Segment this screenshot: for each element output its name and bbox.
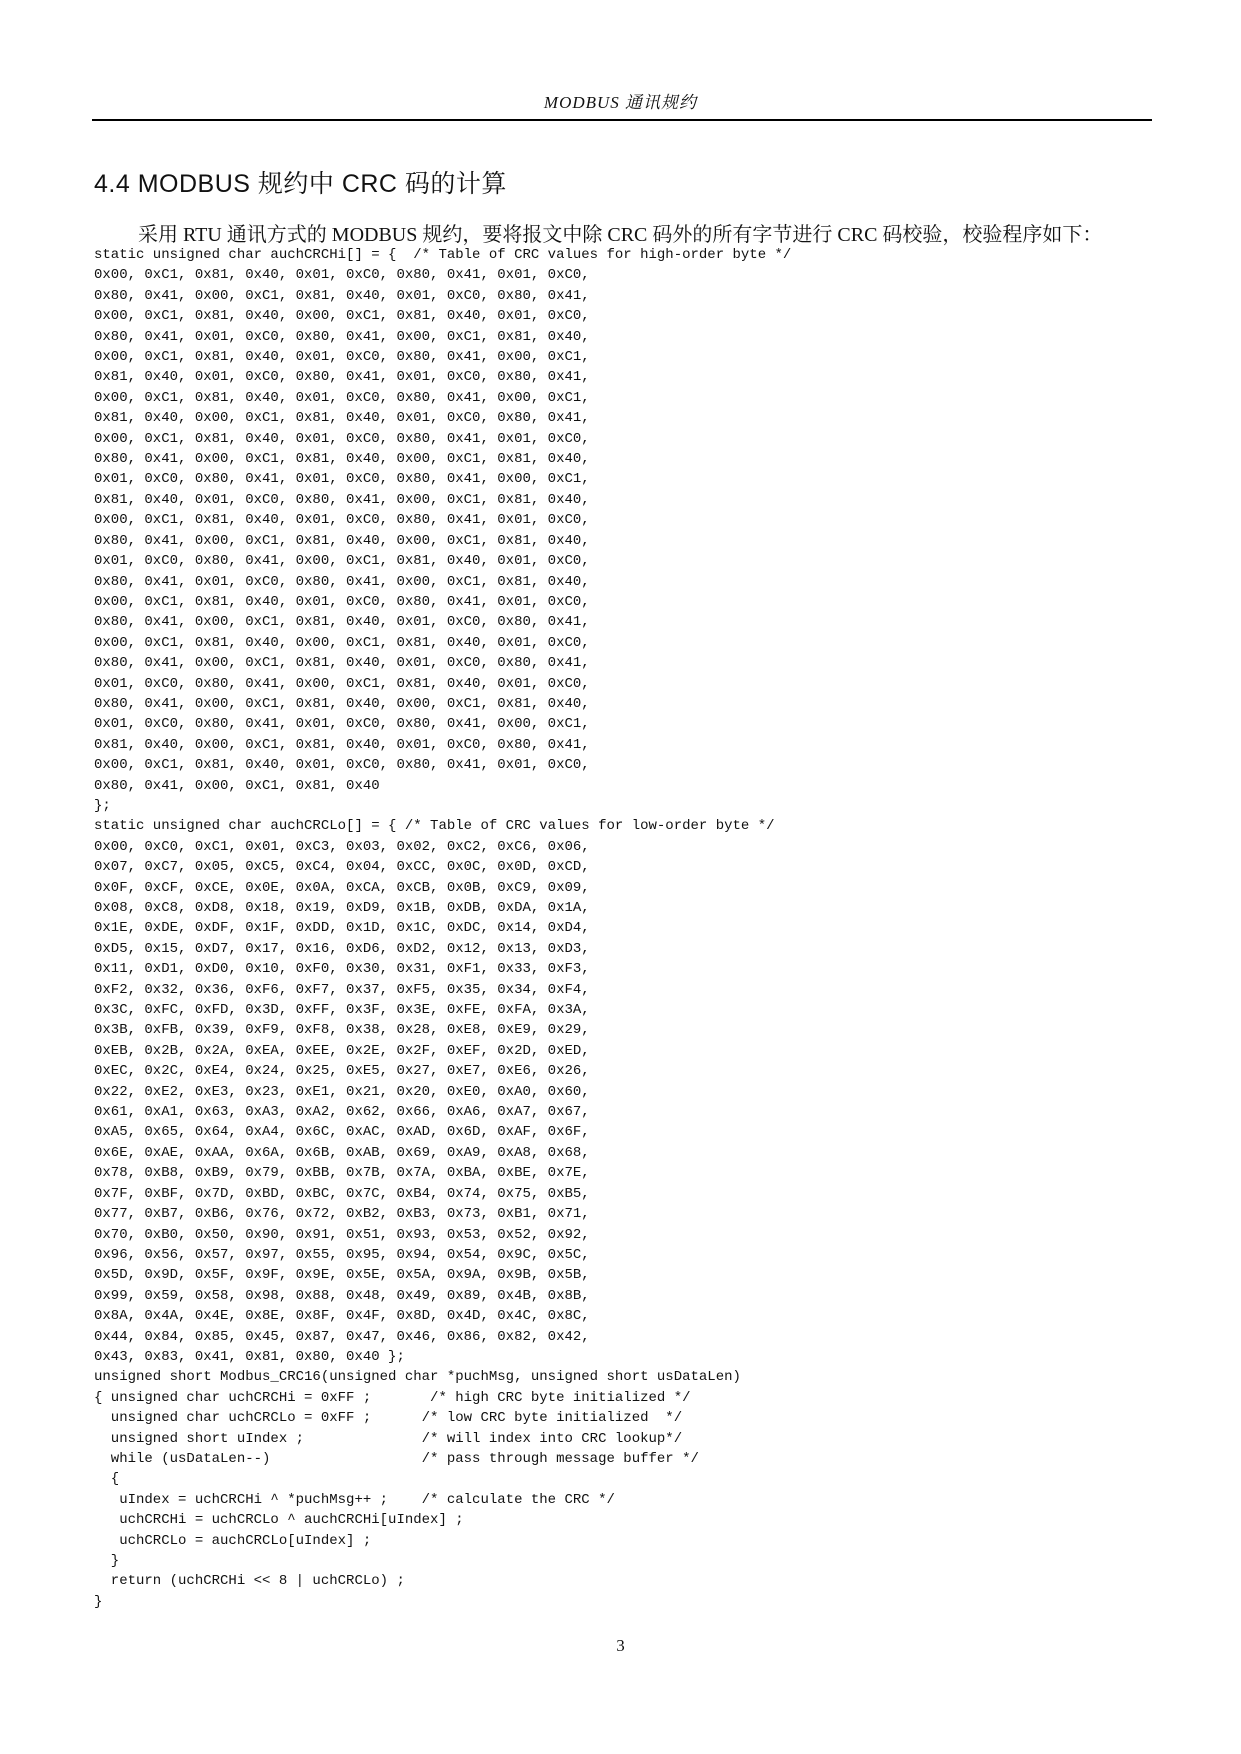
section-heading: 4.4 MODBUS 规约中 CRC 码的计算 bbox=[94, 170, 507, 198]
page-header-title: MODBUS 通讯规约 bbox=[543, 93, 698, 112]
header-divider bbox=[92, 119, 1152, 121]
intro-paragraph: 采用 RTU 通讯方式的 MODBUS 规约，要将报文中除 CRC 码外的所有字节进行 CRC 码校验，校验程序如下： bbox=[138, 224, 1103, 246]
crc-code-listing: static unsigned char auchCRCHi[] = { /* Table of CRC values for high-order byte */ 0x00, 0xC1, 0x81, 0x40, 0x01, 0xC0, 0x80, 0x41, 0x01, 0xC0, 0x80, 0x41, 0x00, 0xC1, 0x81, 0x40, 0x01, 0xC0, 0x80, 0x41, 0x00, 0xC1, 0x81, 0x40, 0x00, 0xC1, 0x81, 0x40, 0x01, 0xC0, 0x80, 0x41, 0x01, 0xC0, 0x80, 0x41, 0x00, 0xC1, 0x81, 0x40, 0x00, 0xC1, 0x81, 0x40, 0x01, 0xC0, 0x80, 0x41, 0x00, 0xC1, 0x81, 0x40, 0x01, 0xC0, 0x80, 0x41, 0x01, 0xC0, 0x80, 0x41, 0x00, 0xC1, 0x81, 0x40, 0x01, 0xC0, 0x80, 0x41, 0x00, 0xC1, 0x81, 0x40, 0x00, 0xC1, 0x81, 0x40, 0x01, 0xC0, 0x80, 0x41, 0x00, 0xC1, 0x81, 0x40, 0x01, 0xC0, 0x80, 0x41, 0x01, 0xC0, 0x80, 0x41, 0x00, 0xC1, 0x81, 0x40, 0x00, 0xC1, 0x81, 0x40, 0x01, 0xC0, 0x80, 0x41, 0x01, 0xC0, 0x80, 0x41, 0x00, 0xC1, 0x81, 0x40, 0x01, 0xC0, 0x80, 0x41, 0x00, 0xC1, 0x81, 0x40, 0x00, 0xC1, 0x81, 0x40, 0x01, 0xC0, 0x80, 0x41, 0x01, 0xC0, 0x80, 0x41, 0x00, 0xC1, 0x81, 0x40, 0x00, 0xC1, 0x81, 0x40, 0x01, 0xC0, 0x80, 0x41, 0x00, 0xC1, 0x81, 0x40, 0x01, 0xC0, 0x80, 0x41, 0x01, 0xC0, 0x80, 0x41, 0x00, 0xC1, 0x81, 0x40, 0x00, 0xC1, 0x81, 0x40, 0x01, 0xC0, 0x80, 0x41, 0x01, 0xC0, 0x80, 0x41, 0x00, 0xC1, 0x81, 0x40, 0x01, 0xC0, 0x80, 0x41, 0x00, 0xC1, 0x81, 0x40, 0x00, 0xC1, 0x81, 0x40, 0x01, 0xC0, 0x80, 0x41, 0x00, 0xC1, 0x81, 0x40, 0x01, 0xC0, 0x80, 0x41, 0x01, 0xC0, 0x80, 0x41, 0x00, 0xC1, 0x81, 0x40, 0x01, 0xC0, 0x80, 0x41, 0x00, 0xC1, 0x81, 0x40, 0x00, 0xC1, 0x81, 0x40, 0x01, 0xC0, 0x80, 0x41, 0x01, 0xC0, 0x80, 0x41, 0x00, 0xC1, 0x81, 0x40, 0x00, 0xC1, 0x81, 0x40, 0x01, 0xC0, 0x80, 0x41, 0x00, 0xC1, 0x81, 0x40, 0x01, 0xC0, 0x80, 0x41, 0x01, 0xC0, 0x80, 0x41, 0x00, 0xC1, 0x81, 0x40 }; static unsigned char auchCRCLo[] = { /* Table of CRC values for low-order byte */ 0x00, 0xC0, 0xC1, 0x01, 0xC3, 0x03, 0x02, 0xC2, 0xC6, 0x06, 0x07, 0xC7, 0x05, 0xC5, 0xC4, 0x04, 0xCC, 0x0C, 0x0D, 0xCD, 0x0F, 0xCF, 0xCE, 0x0E, 0x0A, 0xCA, 0xCB, 0x0B, 0xC9, 0x09, 0x08, 0xC8, 0xD8, 0x18, 0x19, 0xD9, 0x1B, 0xDB, 0xDA, 0x1A, 0x1E, 0xDE, 0xDF, 0x1F, 0xDD, 0x1D, 0x1C, 0xDC, 0x14, 0xD4, 0xD5, 0x15, 0xD7, 0x17, 0x16, 0xD6, 0xD2, 0x12, 0x13, 0xD3, 0x11, 0xD1, 0xD0, 0x10, 0xF0, 0x30, 0x31, 0xF1, 0x33, 0xF3, 0xF2, 0x32, 0x36, 0xF6, 0xF7, 0x37, 0xF5, 0x35, 0x34, 0xF4, 0x3C, 0xFC, 0xFD, 0x3D, 0xFF, 0x3F, 0x3E, 0xFE, 0xFA, 0x3A, 0x3B, 0xFB, 0x39, 0xF9, 0xF8, 0x38, 0x28, 0xE8, 0xE9, 0x29, 0xEB, 0x2B, 0x2A, 0xEA, 0xEE, 0x2E, 0x2F, 0xEF, 0x2D, 0xED, 0xEC, 0x2C, 0xE4, 0x24, 0x25, 0xE5, 0x27, 0xE7, 0xE6, 0x26, 0x22, 0xE2, 0xE3, 0x23, 0xE1, 0x21, 0x20, 0xE0, 0xA0, 0x60, 0x61, 0xA1, 0x63, 0xA3, 0xA2, 0x62, 0x66, 0xA6, 0xA7, 0x67, 0xA5, 0x65, 0x64, 0xA4, 0x6C, 0xAC, 0xAD, 0x6D, 0xAF, 0x6F, 0x6E, 0xAE, 0xAA, 0x6A, 0x6B, 0xAB, 0x69, 0xA9, 0xA8, 0x68, 0x78, 0xB8, 0xB9, 0x79, 0xBB, 0x7B, 0x7A, 0xBA, 0xBE, 0x7E, 0x7F, 0xBF, 0x7D, 0xBD, 0xBC, 0x7C, 0xB4, 0x74, 0x75, 0xB5, 0x77, 0xB7, 0xB6, 0x76, 0x72, 0xB2, 0xB3, 0x73, 0xB1, 0x71, 0x70, 0xB0, 0x50, 0x90, 0x91, 0x51, 0x93, 0x53, 0x52, 0x92, 0x96, 0x56, 0x57, 0x97, 0x55, 0x95, 0x94, 0x54, 0x9C, 0x5C, 0x5D, 0x9D, 0x5F, 0x9F, 0x9E, 0x5E, 0x5A, 0x9A, 0x9B, 0x5B, 0x99, 0x59, 0x58, 0x98, 0x88, 0x48, 0x49, 0x89, 0x4B, 0x8B, 0x8A, 0x4A, 0x4E, 0x8E, 0x8F, 0x4F, 0x8D, 0x4D, 0x4C, 0x8C, 0x44, 0x84, 0x85, 0x45, 0x87, 0x47, 0x46, 0x86, 0x82, 0x42, 0x43, 0x83, 0x41, 0x81, 0x80, 0x40 }; unsigned short Modbus_CRC16(unsigned char *puchMsg, unsigned short usDataLen) { unsigned char uchCRCHi = 0xFF ; /* high CRC byte initialized */ unsigned char uchCRCLo = 0xFF ; /* low CRC byte initialized */ unsigned short uIndex ; /* will index into CRC lookup*/ while (usDataLen--) /* pass through message buffer */ { uIndex = uchCRCHi ^ *puchMsg++ ; /* calculate the CRC */ uchCRCHi = uchCRCLo ^ auchCRCHi[uIndex] ; uchCRCLo = auchCRCLo[uIndex] ; } return (uchCRCHi << 8 | uchCRCLo) ; } bbox=[94, 247, 792, 1610]
page-number: 3 bbox=[616, 1636, 625, 1655]
